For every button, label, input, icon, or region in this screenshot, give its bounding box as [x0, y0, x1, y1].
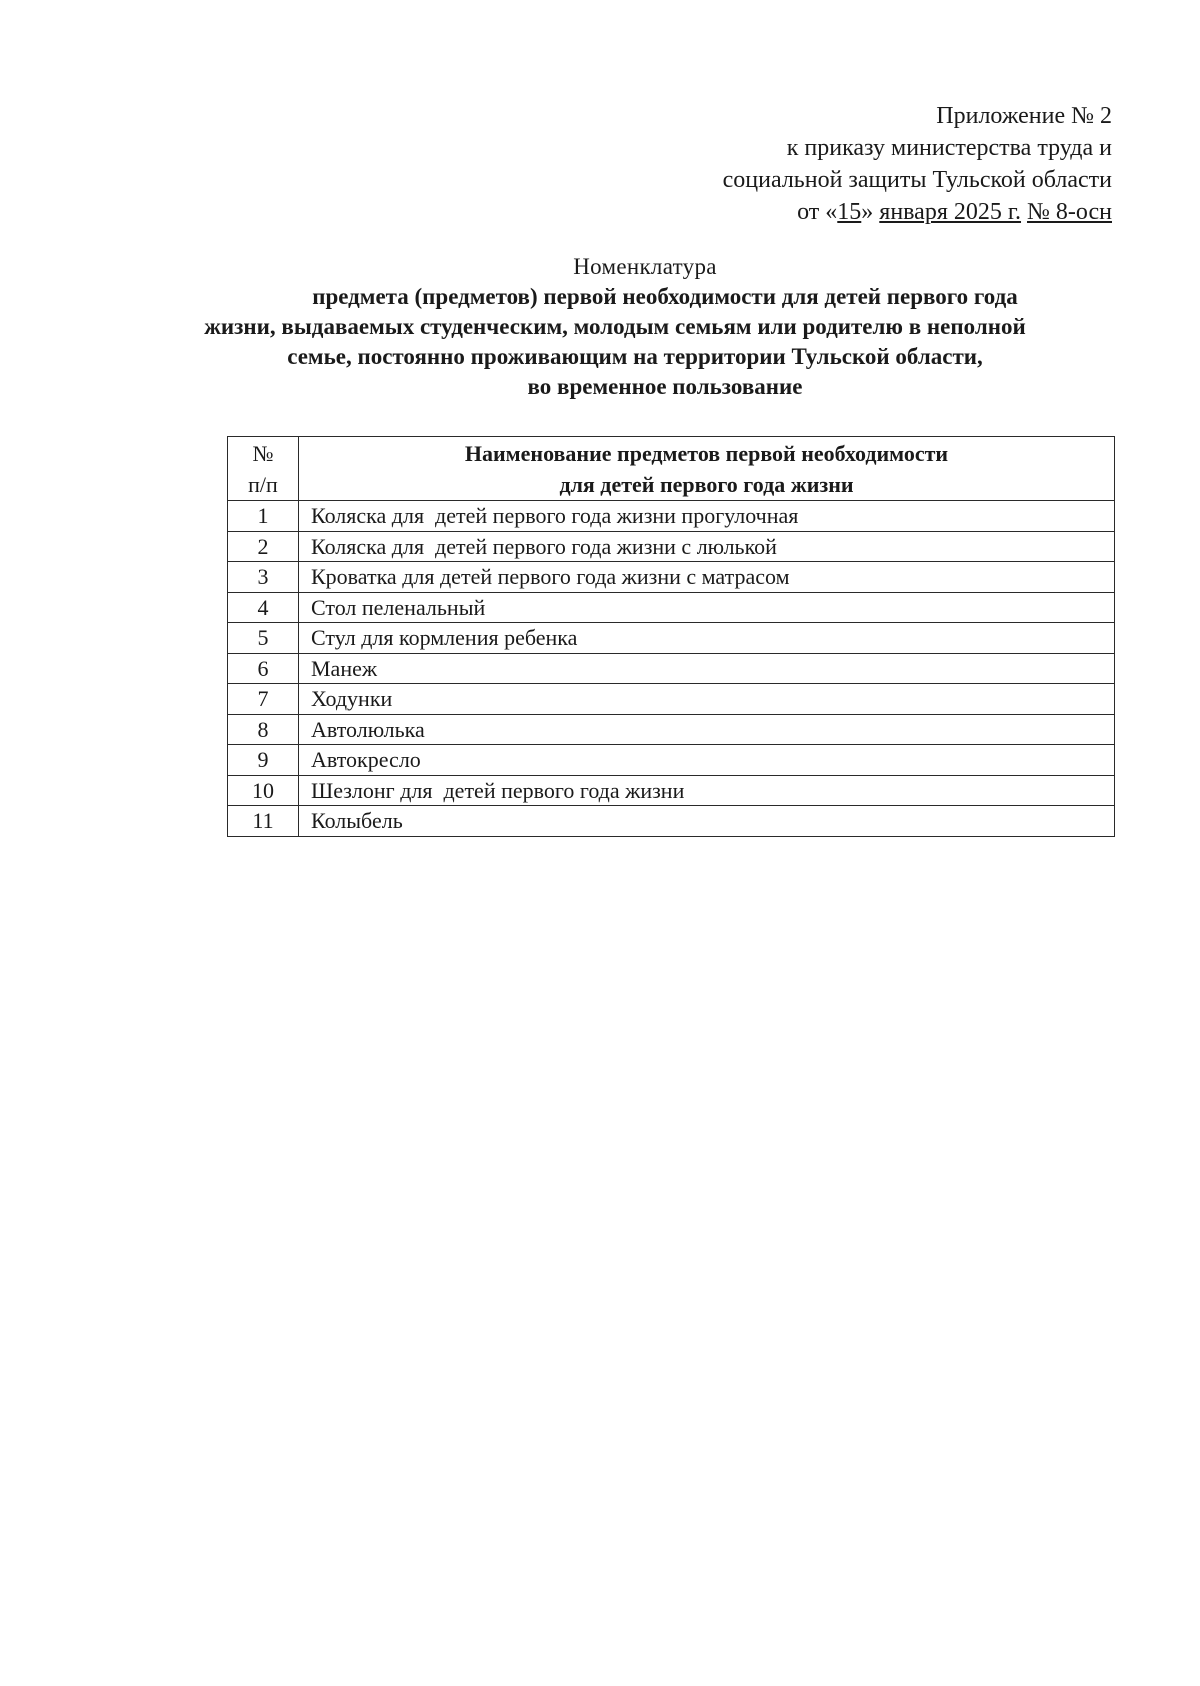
heading-line-1: предмета (предметов) первой необходимости для детей первого года: [312, 284, 1018, 309]
row-item-name: Автокресло: [299, 745, 1115, 776]
table-row: [228, 684, 1115, 715]
appendix-number: Приложение № 2: [936, 103, 1112, 129]
row-item-name: Коляска для детей первого года жизни с люлькой: [299, 531, 1115, 562]
row-number: 11: [228, 806, 299, 837]
table-row: [228, 775, 1115, 806]
table-row: [228, 745, 1115, 776]
row-item-name: Шезлонг для детей первого года жизни: [299, 775, 1115, 806]
row-number: 6: [228, 653, 299, 684]
heading-title: Номенклатура: [573, 254, 717, 279]
date-mid: »: [861, 199, 880, 225]
date-prefix: от «: [797, 199, 838, 225]
appendix-date-line: [552, 196, 1112, 228]
date-day: 15: [837, 199, 862, 225]
row-item-name: Манеж: [299, 653, 1115, 684]
row-number: 7: [228, 684, 299, 715]
header-name-cell: [299, 437, 1115, 501]
row-item-name: Стул для кормления ребенка: [299, 623, 1115, 654]
header-name-line2: для детей первого года жизни: [559, 472, 854, 497]
row-number: 5: [228, 623, 299, 654]
date-month-year: января 2025 г.: [879, 199, 1022, 225]
row-number: 4: [228, 592, 299, 623]
header-number-line2: п/п: [248, 472, 278, 497]
heading-line-4: во временное пользование: [527, 374, 803, 399]
document-heading: [150, 252, 1140, 402]
row-number: 9: [228, 745, 299, 776]
table-row: [228, 531, 1115, 562]
appendix-block: [552, 100, 1112, 228]
items-table: [227, 436, 1115, 837]
row-number: 1: [228, 501, 299, 532]
row-item-name: Колыбель: [299, 806, 1115, 837]
row-item-name: Ходунки: [299, 684, 1115, 715]
table-row: [228, 714, 1115, 745]
order-number: № 8-осн: [1027, 199, 1112, 225]
header-number-line1: №: [252, 441, 274, 466]
table-header-row: [228, 437, 1115, 501]
row-number: 2: [228, 531, 299, 562]
appendix-ministry: социальной защиты Тульской области: [722, 167, 1112, 193]
row-item-name: Автолюлька: [299, 714, 1115, 745]
row-number: 10: [228, 775, 299, 806]
table-row: [228, 623, 1115, 654]
table-row: [228, 653, 1115, 684]
heading-line-3: семье, постоянно проживающим на территории Тульской области,: [287, 344, 983, 369]
table-row: [228, 592, 1115, 623]
appendix-order-ref: к приказу министерства труда и: [786, 135, 1112, 161]
heading-line-2: жизни, выдаваемых студенческим, молодым семьям или родителю в неполной: [204, 314, 1026, 339]
row-item-name: Коляска для детей первого года жизни прогулочная: [299, 501, 1115, 532]
row-item-name: Стол пеленальный: [299, 592, 1115, 623]
header-name-line1: Наименование предметов первой необходимости: [464, 441, 949, 466]
row-number: 3: [228, 562, 299, 593]
row-number: 8: [228, 714, 299, 745]
table-row: [228, 806, 1115, 837]
header-number-cell: [228, 437, 299, 501]
table-row: [228, 501, 1115, 532]
row-item-name: Кроватка для детей первого года жизни с матрасом: [299, 562, 1115, 593]
table-row: [228, 562, 1115, 593]
